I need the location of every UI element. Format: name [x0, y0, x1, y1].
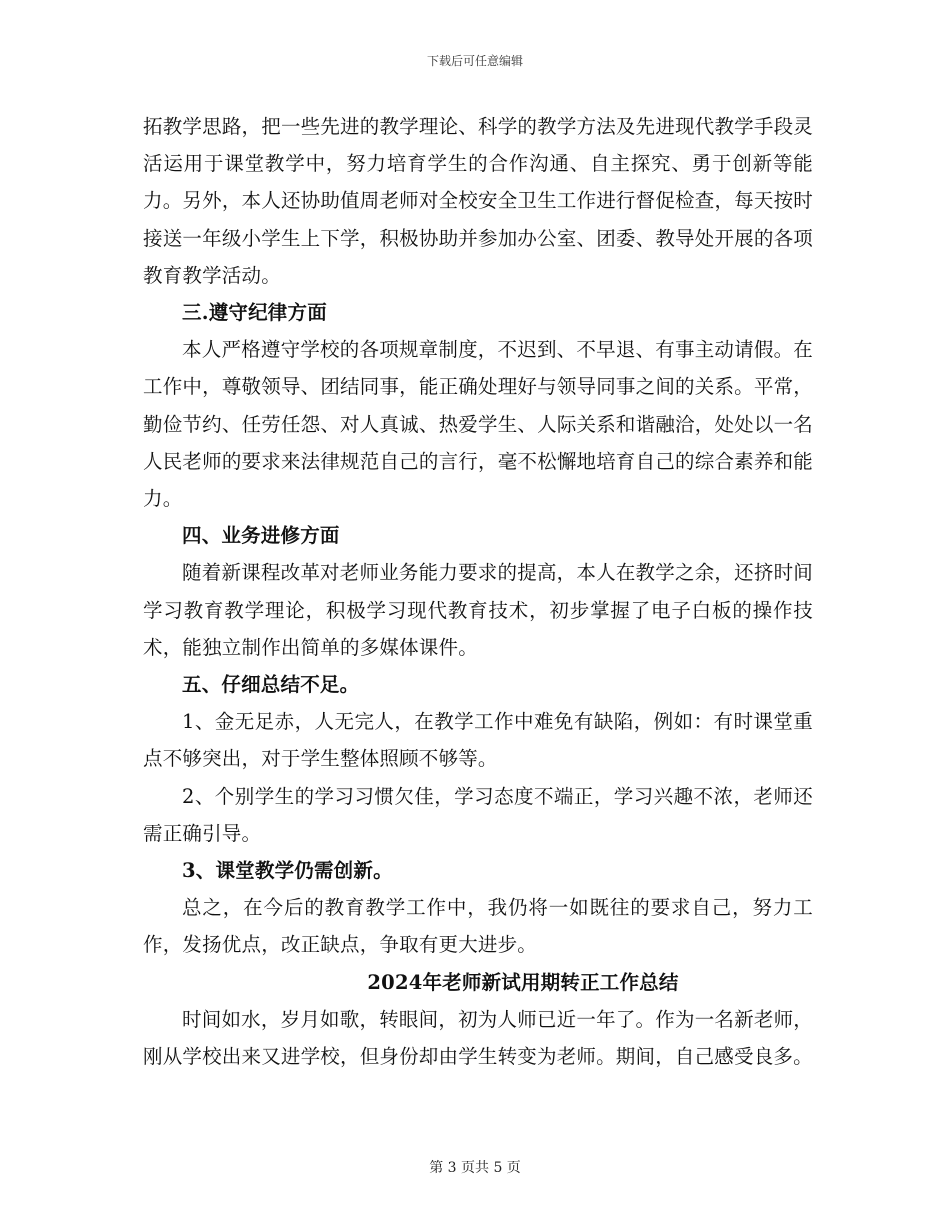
- paragraph-intro: 时间如水，岁月如歌，转眼间，初为人师已近一年了。作为一名新老师，刚从学校出来又进学校，但身份却由学生转变为老师。期间，自己感受良多。: [143, 1007, 813, 1069]
- document-title: 2024年老师新试用期转正工作总结: [367, 970, 679, 994]
- paragraph-discipline: 本人严格遵守学校的各项规章制度，不迟到、不早退、有事主动请假。在工作中，尊敬领导、团结同事，能正确处理好与领导同事之间的关系。平常，勤俭节约、任劳任怨、对人真诚、热爱学生、人际关系和谐融洽，处处以一名人民老师的要求来法律规范自己的言行，毫不松懈地培育自己的综合素养和能力。: [143, 338, 813, 511]
- paragraph-study: 随着新课程改革对老师业务能力要求的提高，本人在教学之余，还挤时间学习教育教学理论，积极学习现代教育技术，初步掌握了电子白板的操作技术，能独立制作出简单的多媒体课件。: [143, 561, 813, 659]
- section-heading-shortcomings: 五、仔细总结不足。: [182, 673, 360, 697]
- paragraph-shortcoming-1: 1、金无足赤，人无完人，在教学工作中难免有缺陷，例如：有时课堂重点不够突出，对于学生整体照顾不够等。: [143, 710, 813, 771]
- section-heading-discipline: 三.遵守纪律方面: [182, 301, 327, 325]
- paragraph-shortcoming-3: 3、课堂教学仍需创新。: [182, 859, 393, 883]
- paragraph-conclusion: 总之，在今后的教育教学工作中，我仍将一如既往的要求自己，努力工作，发扬优点，改正缺点，争取有更大进步。: [143, 896, 813, 957]
- paragraph-shortcoming-2: 2、个别学生的学习习惯欠佳，学习态度不端正，学习兴趣不浓，老师还需正确引导。: [143, 784, 813, 845]
- section-heading-study: 四、业务进修方面: [182, 524, 340, 548]
- page-header: 下载后可任意编辑: [426, 54, 523, 68]
- page-footer: 第 3 页共 5 页: [429, 1160, 521, 1176]
- paragraph-continuation: 拓教学思路，把一些先进的教学理论、科学的教学方法及先进现代教学手段灵活运用于课堂教学中，努力培育学生的合作沟通、自主探究、勇于创新等能力。另外，本人还协助值周老师对全校安全卫生工作进行督促检查，每天按时接送一年级小学生上下学，积极协助并参加办公室、团委、教导处开展的各项教育教学活动。: [143, 115, 813, 287]
- document-body: [143, 108, 813, 1075]
